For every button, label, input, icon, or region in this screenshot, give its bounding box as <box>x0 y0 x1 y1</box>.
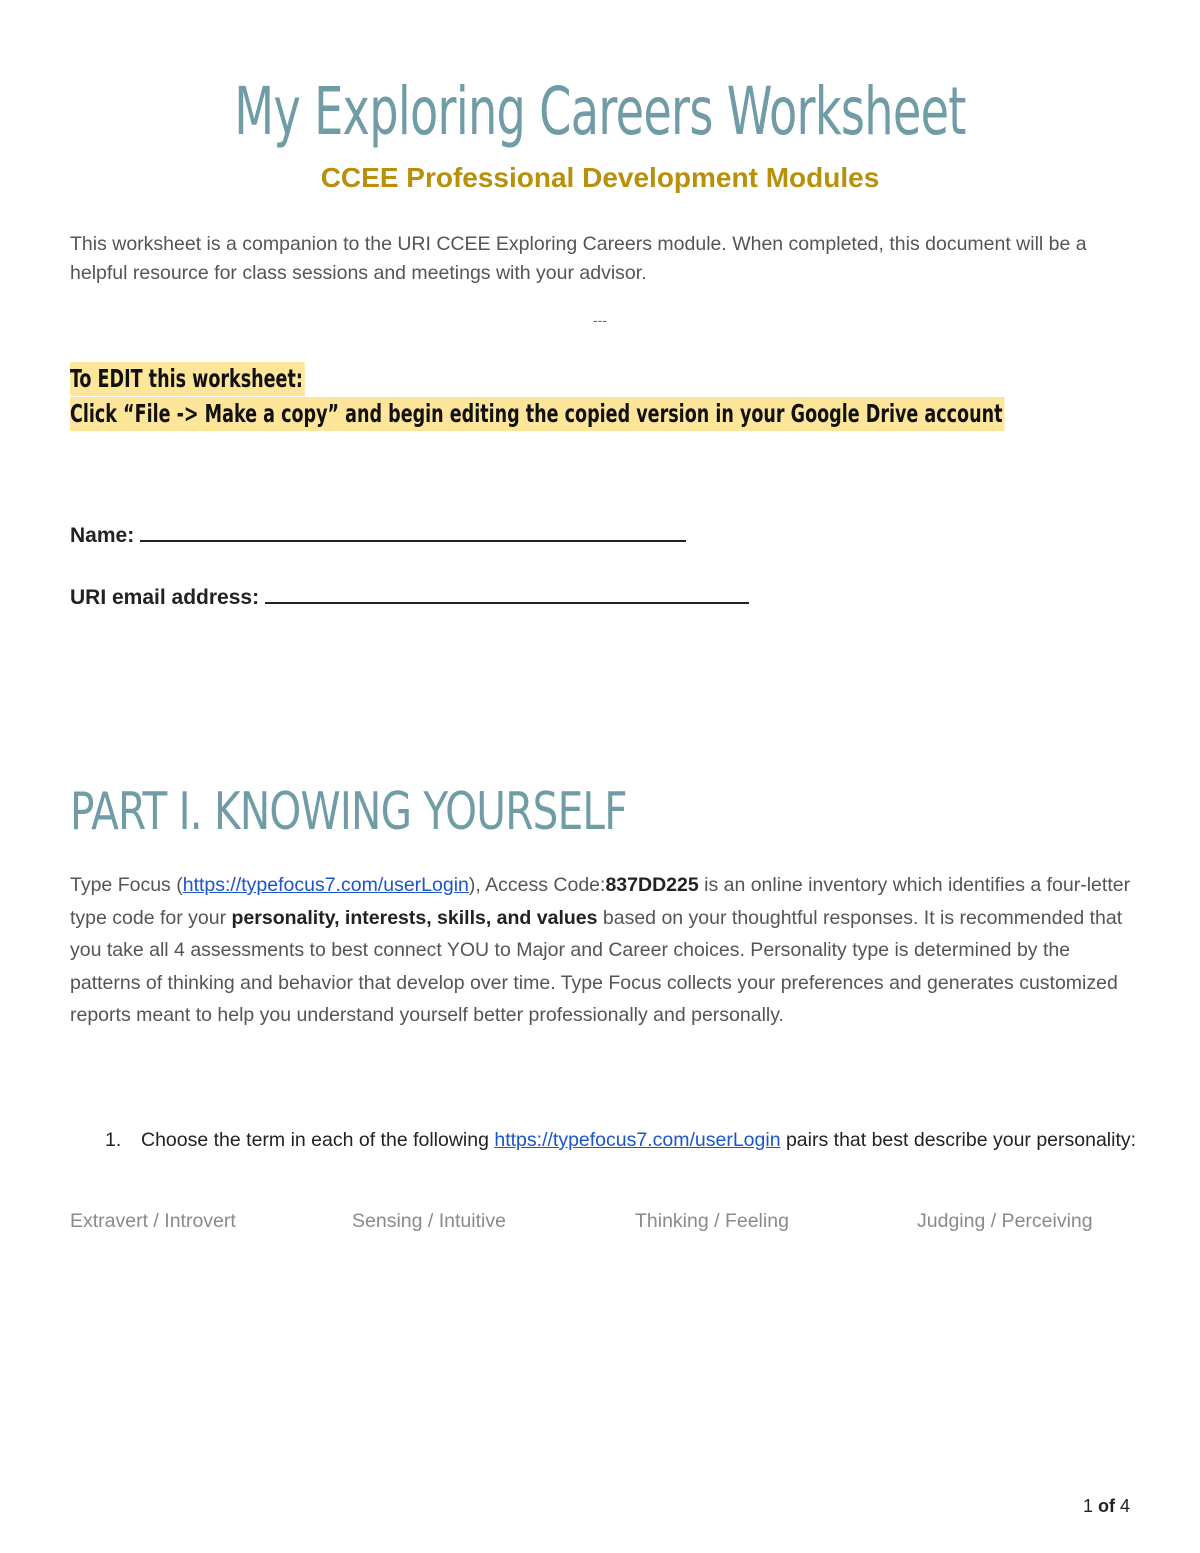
name-field[interactable] <box>70 524 686 548</box>
section-divider: --- <box>593 312 607 328</box>
page-of: of <box>1097 1496 1115 1516</box>
edit-instructions <box>70 362 1170 432</box>
email-field[interactable] <box>70 586 749 610</box>
email-blank-line[interactable] <box>265 588 749 604</box>
term-pair-judging-perceiving[interactable]: Judging / Perceiving <box>917 1210 1093 1232</box>
access-code: 837DD225 <box>605 874 699 896</box>
term-pair-sensing-intuitive[interactable]: Sensing / Intuitive <box>352 1210 506 1232</box>
para-access-label: ), Access Code: <box>468 874 606 896</box>
term-pair-thinking-feeling[interactable]: Thinking / Feeling <box>635 1210 789 1232</box>
assessment-terms: personality, interests, skills, and values <box>231 906 598 929</box>
para-mid: is an online inventory which identifies a four-letter type code for your <box>70 874 1131 929</box>
para-rest: based on your thoughtful responses. It is recommended that you take all 4 assessments to best connect YOU to Major and Career choices. Personality type is determined by the patterns of thinking and behavior that develop over time. Type Focus collects your preferences and generates customized reports meant to help you understand yourself better professionally and personally. <box>70 906 1123 1027</box>
type-focus-paragraph <box>70 869 1140 1032</box>
document-title: My Exploring Careers Worksheet <box>234 73 966 150</box>
question-link[interactable]: https://typefocus7.com/userLogin <box>494 1129 781 1151</box>
page-number <box>1083 1496 1130 1517</box>
type-focus-link[interactable]: https://typefocus7.com/userLogin <box>182 874 469 896</box>
question-text <box>141 1127 1140 1154</box>
name-blank-line[interactable] <box>140 526 686 542</box>
page-total: 4 <box>1119 1496 1130 1516</box>
page-current: 1 <box>1082 1496 1093 1516</box>
para-prefix: Type Focus ( <box>70 874 183 896</box>
document-subtitle: CCEE Professional Development Modules <box>320 162 880 193</box>
edit-instructions-detail: Click “File -> Make a copy” and begin editing the copied version in your Google Drive account <box>70 397 1004 431</box>
email-label: URI email address: <box>70 586 260 609</box>
intro-paragraph: This worksheet is a companion to the URI CCEE Exploring Careers module. When completed, this document will be a helpful resource for class sessions and meetings with your advisor. <box>70 233 1087 284</box>
question-text-after: pairs that best describe your personality: <box>780 1129 1137 1151</box>
question-text-before: Choose the term in each of the following <box>141 1129 495 1151</box>
question-1 <box>100 1127 1140 1154</box>
name-label: Name: <box>70 524 135 547</box>
part-one-heading: PART I. KNOWING YOURSELF <box>70 782 627 842</box>
question-number: 1. <box>105 1129 122 1151</box>
term-pair-extravert-introvert[interactable]: Extravert / Introvert <box>70 1210 236 1232</box>
edit-instructions-heading: To EDIT this worksheet: <box>70 362 304 396</box>
